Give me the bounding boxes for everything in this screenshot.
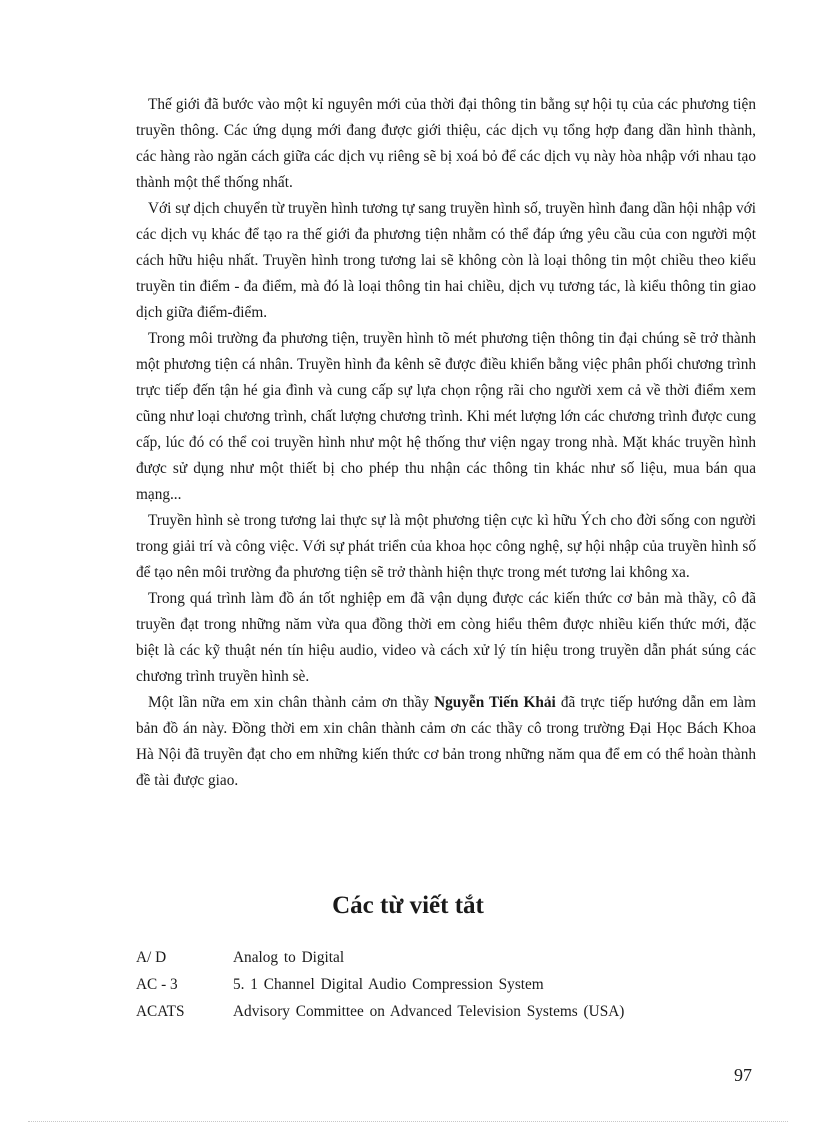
abbreviation-term: A/ D (136, 949, 167, 966)
paragraph-acknowledgement (136, 690, 756, 794)
abbreviation-definition: 5. 1 Channel Digital Audio Compression System (233, 976, 544, 993)
abbreviation-definition: Analog to Digital (233, 949, 345, 966)
abbreviation-row (136, 971, 756, 998)
acknowledgement-before: Một lần nữa em xin chân thành cảm ơn thầy (148, 694, 435, 711)
paragraph-multimedia: Trong môi trường đa phương tiện, truyền hình tõ mét phương tiện thông tin đại chúng sẽ trở thành một phương tiện cá nhân. Truyền hình đa kênh sẽ được điều khiển bằng việc phân phối chương trình trực tiếp đến tận hé gia đình và cung cấp sự lựa chọn rộng rãi cho người xem cả về thời điểm xem cũng như loại chương trình, chất lượng chương trình. Khi mét lượng lớn các chương trình được cung cấp, lúc đó có thể coi truyền hình như một hệ thống thư viện ngay trong nhà. Mặt khác truyền hình được sử dụng như một thiết bị cho phép thu nhận các thông tin khác như số liệu, mua bán qua mạng... (136, 330, 756, 503)
abbreviation-definition: Advisory Committee on Advanced Television Systems (USA) (233, 1003, 625, 1020)
abbreviations-heading: Các từ viết tắt (332, 892, 484, 919)
page-number: 97 (734, 1065, 752, 1085)
paragraph-thesis-process: Trong quá trình làm đồ án tốt nghiệp em đã vận dụng được các kiến thức cơ bản mà thầy, cô đã truyền đạt trong những năm vừa qua đồng thời em còng hiểu thêm được nhiều kiến thức mới, đặc biệt là các kỹ thuật nén tín hiệu audio, video và cách xử lý tín hiệu trong truyền dẫn phát súng các chương trình truyền hình sè. (136, 590, 756, 685)
abbreviation-term: AC - 3 (136, 976, 178, 993)
abbreviation-term: ACATS (136, 1003, 185, 1020)
abbreviation-row (136, 998, 756, 1025)
abbreviation-row (136, 944, 756, 971)
body-text (136, 92, 756, 794)
page-bottom-divider (28, 1121, 788, 1122)
paragraph-future: Truyền hình sè trong tương lai thực sự là một phương tiện cực kì hữu Ých cho đời sống con người trong giải trí và công việc. Với sự phát triển của khoa học công nghệ, sự hội nhập của truyền hình số để tạo nên môi trường đa phương tiện sẽ trở thành hiện thực trong mét tương lai không xa. (136, 512, 756, 581)
paragraph-digital-tv: Với sự dịch chuyển từ truyền hình tương tự sang truyền hình số, truyền hình đang dần hội nhập với các dịch vụ khác để tạo ra thế giới đa phương tiện nhằm có thể đáp ứng yêu cầu của con người một cách hữu hiệu nhất. Truyền hình trong tương lai sẽ không còn là loại thông tin một chiều theo kiểu truyền tin điểm - đa điểm, mà đó là loại thông tin hai chiều, dịch vụ tương tác, là kiểu thông tin giao dịch giữa điểm-điểm. (136, 200, 756, 321)
acknowledgement-after: đã trực tiếp hướng dẫn em làm bản đồ án này. Đồng thời em xin chân thành cảm ơn các thầy cô trong trường Đại Học Bách Khoa Hà Nội đã truyền đạt cho em những kiến thức cơ bản trong những năm qua để em có thể hoàn thành đề tài được giao. (136, 694, 756, 789)
advisor-name: Nguyễn Tiến Khải (434, 694, 556, 711)
paragraph-intro: Thế giới đã bước vào một kỉ nguyên mới của thời đại thông tin bằng sự hội tụ của các phương tiện truyền thông. Các ứng dụng mới đang được giới thiệu, các dịch vụ tổng hợp đang dần hình thành, các hàng rào ngăn cách giữa các dịch vụ riêng sẽ bị xoá bỏ để các dịch vụ này hòa nhập với nhau tạo thành một thể thống nhất. (136, 96, 756, 191)
abbreviations-list (136, 944, 756, 1025)
